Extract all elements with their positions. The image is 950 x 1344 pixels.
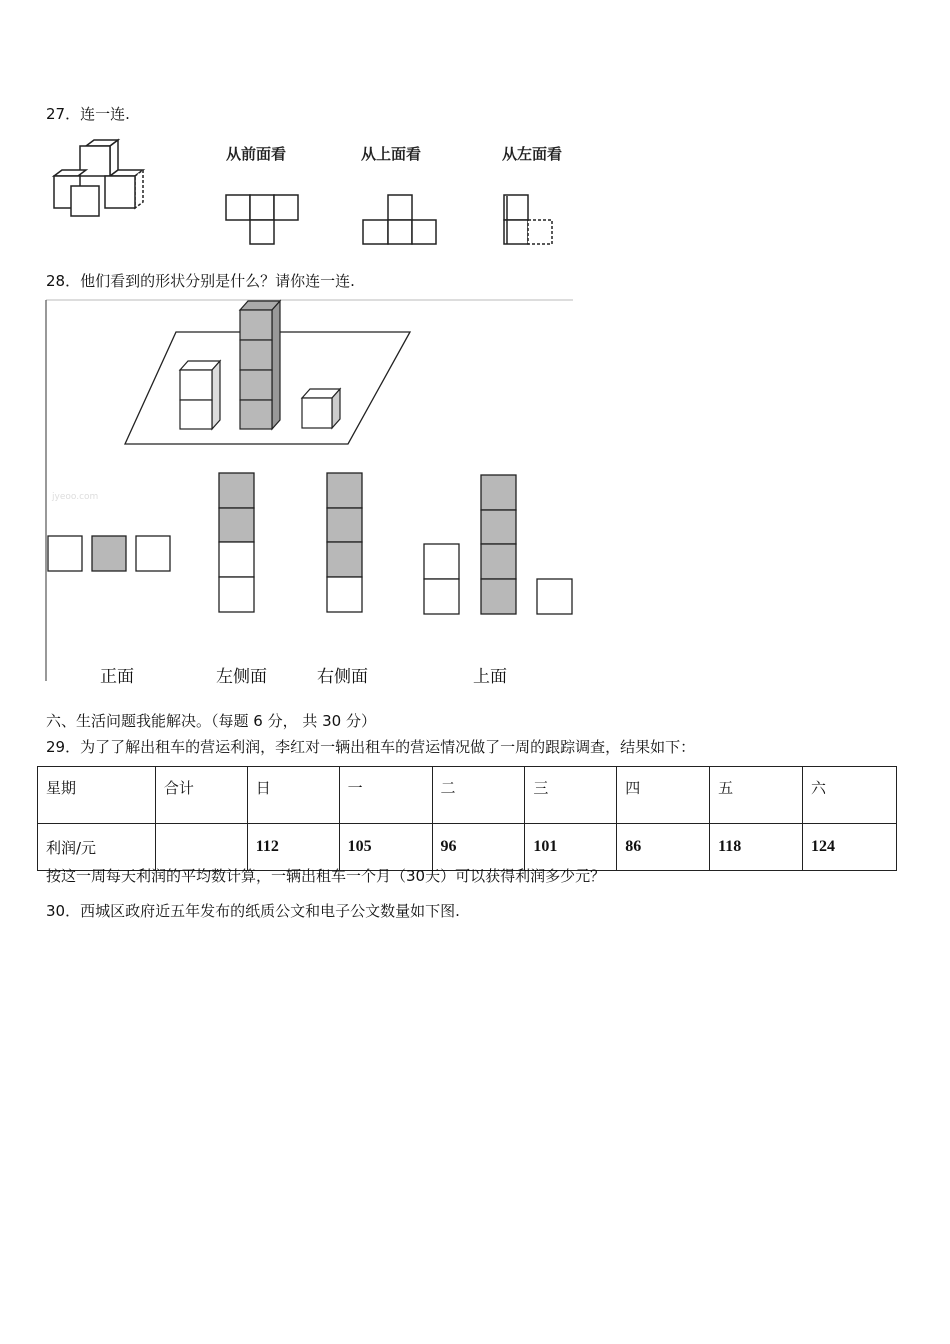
header-cell: 五 — [710, 767, 803, 824]
value-cell: 112 — [247, 824, 339, 871]
header-cell: 一 — [339, 767, 432, 824]
q28-top-view-option — [423, 474, 575, 616]
q28-right-side-view-option — [326, 472, 364, 614]
q27-cube-stack-figure — [50, 140, 150, 220]
q28-left-side-view-option — [218, 472, 256, 614]
value-cell: 96 — [432, 824, 525, 871]
q27-left-view-shape — [503, 194, 555, 246]
q27-front-view-shape — [225, 194, 300, 246]
view-label-left: 从左面看 — [502, 145, 563, 163]
q27-top-view-shape — [362, 194, 438, 246]
question-28-title: 28．他们看到的形状分别是什么？请你连一连. — [46, 272, 355, 290]
value-cell: 118 — [710, 824, 803, 871]
question-27-title: 27．连一连. — [46, 105, 130, 123]
value-cell: 101 — [525, 824, 617, 871]
question-29-prompt: 按这一周每天利润的平均数计算，一辆出租车一个月（30天）可以获得利润多少元？ — [46, 867, 606, 885]
profit-table — [37, 766, 897, 871]
view-label-front: 从前面看 — [226, 145, 287, 163]
watermark: jyeoo.com — [52, 492, 99, 502]
row-label-cell: 利润/元 — [38, 824, 156, 871]
q28-front-view-option — [47, 535, 173, 573]
caption-left-side: 左侧面 — [216, 667, 267, 687]
header-cell: 三 — [525, 767, 617, 824]
q28-cubes-on-board-figure — [120, 298, 420, 448]
total-cell — [155, 824, 247, 871]
caption-front: 正面 — [100, 667, 134, 687]
table-header-row — [38, 767, 897, 824]
header-cell: 星期 — [38, 767, 156, 824]
value-cell: 86 — [617, 824, 710, 871]
view-label-top: 从上面看 — [361, 145, 422, 163]
header-cell: 二 — [432, 767, 525, 824]
table-data-row — [38, 824, 897, 871]
section-6-heading: 六、生活问题我能解决。（每题 6 分， 共 30 分） — [46, 712, 376, 730]
caption-right-side: 右侧面 — [317, 667, 368, 687]
header-cell: 日 — [247, 767, 339, 824]
value-cell: 105 — [339, 824, 432, 871]
question-30-title: 30．西城区政府近五年发布的纸质公文和电子公文数量如下图. — [46, 902, 460, 920]
header-cell: 合计 — [155, 767, 247, 824]
value-cell: 124 — [803, 824, 897, 871]
header-cell: 四 — [617, 767, 710, 824]
header-cell: 六 — [803, 767, 897, 824]
caption-top: 上面 — [473, 667, 507, 687]
question-29-title: 29．为了了解出租车的营运利润，李红对一辆出租车的营运情况做了一周的跟踪调查，结果如下： — [46, 738, 696, 756]
